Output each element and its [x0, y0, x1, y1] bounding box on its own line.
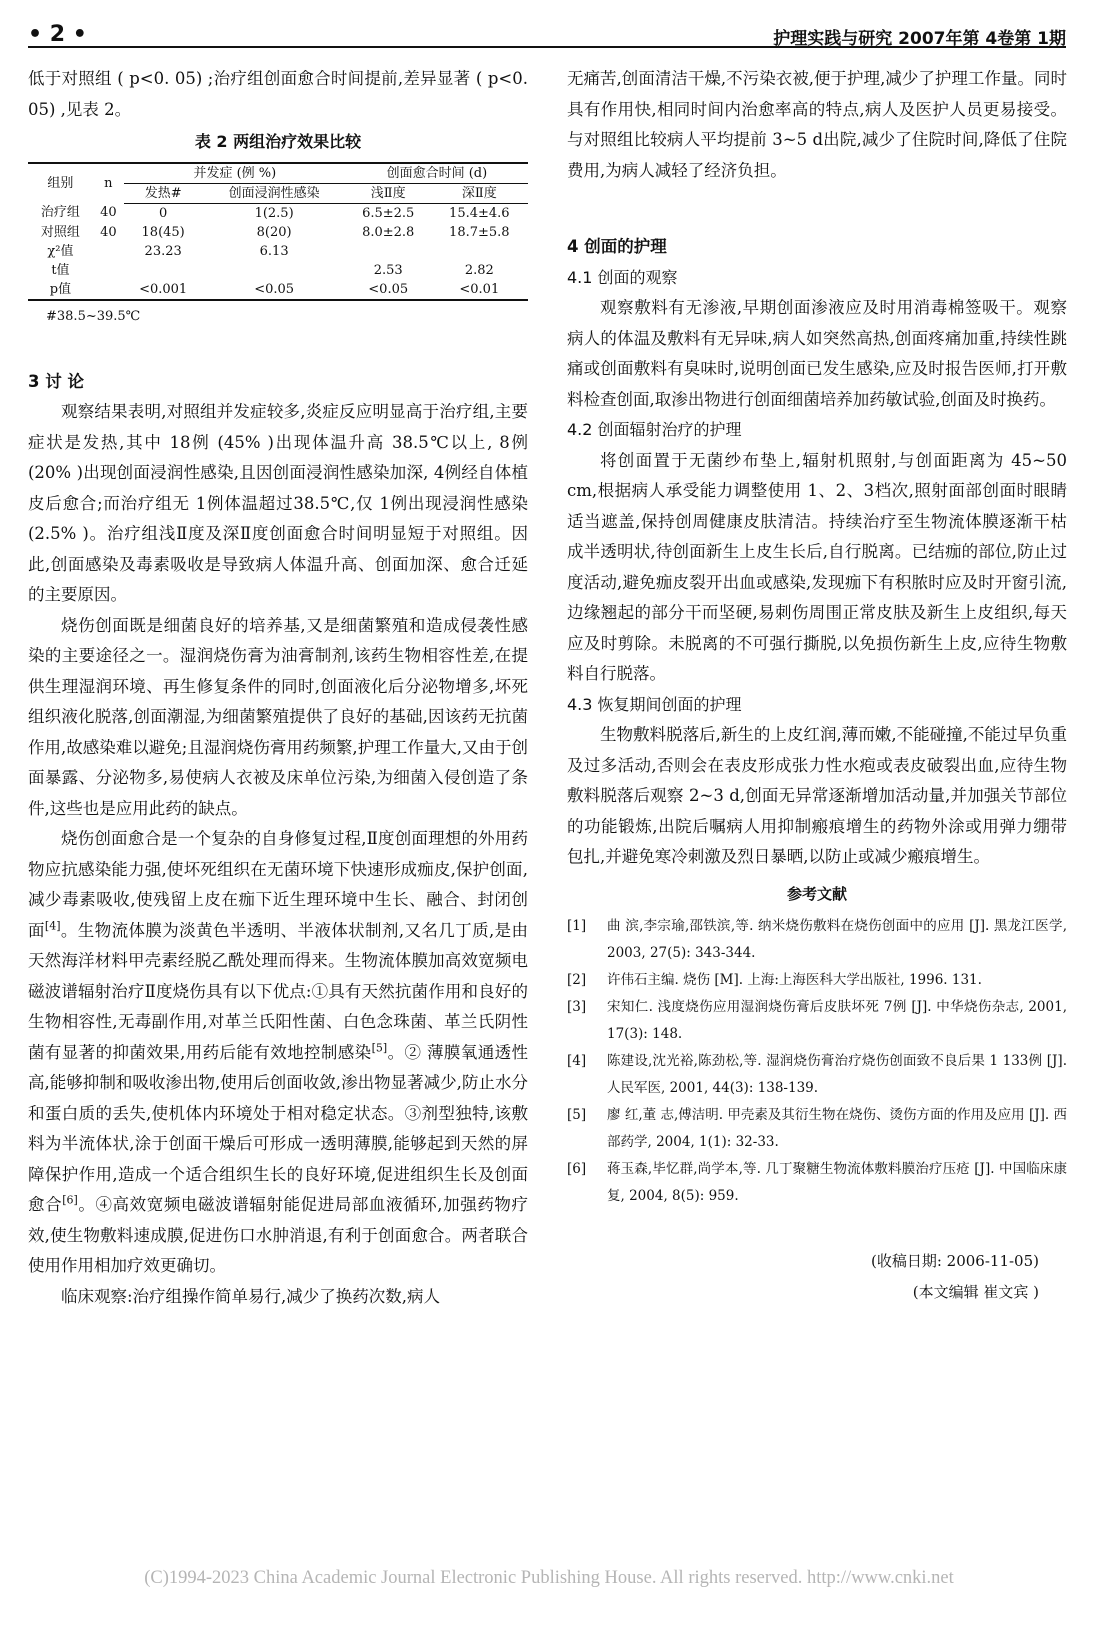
- editor-credit: (本文编辑 崔文宾 ): [912, 1282, 1039, 1301]
- copyright-footer: (C)1994-2023 China Academic Journal Electronic Publishing House. All rights reserved. http://www.cnki.net: [144, 1568, 954, 1588]
- table-cell: p值: [28, 280, 93, 300]
- citation: [4]: [44, 919, 61, 932]
- table-cell: [93, 242, 124, 261]
- paragraph: 低于对照组 ( p<0. 05) ;治疗组创面愈合时间提前,差异显著 ( p<0. 05) ,见表 2。: [28, 69, 528, 119]
- table-row: [28, 280, 528, 300]
- table-cell: 18(45): [141, 224, 185, 240]
- table-cell: χ²值: [47, 243, 74, 259]
- paragraph: 观察敷料有无渗液,早期创面渗液应及时用消毒棉签吸干。观察病人的体温及敷料有无异味,病人如突然高热,创面疼痛加重,持续性跳痛或创面敷料有臭味时,说明创面已发生感染,应及时报告医师,打开敷料检查创面,取渗出物进行创面细菌培养加药敏试验,创面及时换药。: [567, 298, 1067, 409]
- table-caption: 表 2 两组治疗效果比较: [194, 132, 362, 151]
- table-cell: [202, 261, 345, 280]
- reference-text: 陈建设,沈光裕,陈劲松,等. 湿润烧伤膏治疗烧伤创面致不良后果 1 133例 [J]. 人民军医, 2001, 44(3): 138-139.: [607, 1053, 1067, 1096]
- left-column: [28, 64, 528, 1312]
- paragraph: 生物敷料脱落后,新生的上皮红润,薄而嫩,不能碰撞,不能过早负重及过多活动,否则会在表皮形成张力性水疱或表皮破裂出血,应待生物敷料脱落后观察 2~3 d,创面无异常逐渐增加活动量,并加强关节部位的功能锻炼,出院后嘱病人用抑制瘢痕增生的药物外涂或用弹力绷带包扎,并避免寒冷刺激及烈日暴晒,以防止或减少瘢痕增生。: [567, 725, 1067, 866]
- table-cell: 15.4±4.6: [449, 205, 510, 221]
- reference-text: 蒋玉森,毕忆群,尚学本,等. 几丁聚糖生物流体敷料膜治疗压疮 [J]. 中国临床康复, 2004, 8(5): 959.: [607, 1161, 1067, 1204]
- reference-item: [567, 967, 1067, 994]
- reference-number: [3]: [567, 999, 587, 1015]
- reference-number: [2]: [567, 972, 587, 988]
- references-heading: 参考文献: [786, 884, 847, 903]
- page-number: • 2 •: [28, 22, 87, 47]
- reference-number: [6]: [567, 1161, 587, 1177]
- journal-title: 护理实践与研究 2007年第 4卷第 1期: [773, 29, 1066, 49]
- received-date: (收稿日期: 2006-11-05): [870, 1252, 1039, 1270]
- table-cell: 2.53: [373, 262, 403, 278]
- reference-item: [567, 1048, 1067, 1102]
- table-cell: <0.05: [346, 280, 431, 300]
- table-cell: [346, 242, 431, 261]
- table-cell: 治疗组: [40, 205, 80, 221]
- header-rule: [28, 46, 1066, 48]
- paragraph: 临床观察:治疗组操作简单易行,减少了换药次数,病人: [61, 1286, 441, 1306]
- table-header-superficial: 浅Ⅱ度: [346, 183, 431, 203]
- paragraph: 无痛苦,创面清洁干燥,不污染衣被,便于护理,减少了护理工作量。同时具有作用快,相同时间内治愈率高的特点,病人及医护人员更易接受。与对照组比较病人平均提前 3~5 d出院,减少了住院时间,降低了住院费用,为病人减轻了经济负担。: [567, 69, 1067, 180]
- reference-text: 宋知仁. 浅度烧伤应用湿润烧伤膏后皮肤坏死 7例 [J]. 中华烧伤杂志, 2001, 17(3): 148.: [607, 999, 1067, 1042]
- reference-text: 曲 滨,李宗瑜,邵铁滨,等. 纳米烧伤敷料在烧伤创面中的应用 [J]. 黑龙江医学, 2003, 27(5): 343-344.: [607, 918, 1067, 961]
- text-run: 烧伤创面愈合是一个复杂的自身修复过程,Ⅱ度创面理想的外用药物应抗感染能力强,使坏死组织在无菌环境下快速形成痂皮,保护创面,减少毒素吸收,使残留上皮在痂下近生理环境中生长、融合、封闭创面: [28, 829, 528, 940]
- subsection-heading: 4.3 恢复期间创面的护理: [567, 694, 742, 714]
- citation: [5]: [371, 1041, 388, 1054]
- results-table: [28, 162, 528, 301]
- table-cell: [93, 261, 124, 280]
- paragraph: 烧伤创面既是细菌良好的培养基,又是细菌繁殖和造成侵袭性感染的主要途径之一。湿润烧伤膏为油膏制剂,该药生物相容性差,在提供生理湿润环境、再生修复条件的同时,创面液化后分泌物增多,坏死组织液化脱落,创面潮湿,为细菌繁殖提供了良好的基础,因该药无抗菌作用,故感染难以避免;且湿润烧伤膏用药频繁,护理工作量大,又由于创面暴露、分泌物多,易使病人衣被及床单位污染,为细菌入侵创造了条件,这些也是应用此药的缺点。: [28, 615, 528, 818]
- reference-item: [567, 1102, 1067, 1156]
- table-header-deep: 深Ⅱ度: [431, 183, 528, 203]
- table-cell: 8(20): [256, 224, 292, 240]
- table-cell: 对照组: [40, 224, 80, 240]
- references-list: [567, 913, 1067, 1210]
- table-cell: <0.01: [431, 280, 528, 300]
- table-cell: 40: [100, 224, 117, 240]
- table-header-infection: 创面浸润性感染: [202, 183, 345, 203]
- table-cell: [93, 280, 124, 300]
- text-run: 。② 薄膜氧通透性高,能够抑制和吸收渗出物,使用后创面收敛,渗出物显著减少,防止水分和蛋白质的丢失,使机体内环境处于相对稳定状态。③剂型独特,该敷料为半流体状,涂于创面干燥后可形成一透明薄膜,能够起到天然的屏障保护作用,造成一个适合组织生长的良好环境,促进组织生长及创面愈合: [28, 1042, 529, 1214]
- reference-number: [5]: [567, 1107, 587, 1123]
- table-note: #38.5~39.5℃: [46, 308, 141, 324]
- reference-item: [567, 994, 1067, 1048]
- table-cell: <0.001: [124, 280, 203, 300]
- paragraph: 将创面置于无菌纱布垫上,辐射机照射,与创面距离为 45~50 cm,根据病人承受能力调整使用 1、2、3档次,照射面部创面时眼睛适当遮盖,保持创周健康皮肤清洁。持续治疗至生物流体膜逐渐干枯成半透明状,待创面新生上皮生长后,自行脱离。已结痂的部位,防止过度活动,避免痂皮裂开出血或感染,发现痂下有积脓时应及时开窗引流,边缘翘起的部分干而坚硬,易刺伤周围正常皮肤及新生上皮组织,每天应及时剪除。未脱离的不可强行撕脱,以免损伤新生上皮,应待生物敷料自行脱落。: [567, 450, 1067, 683]
- table-cell: 23.23: [144, 243, 182, 259]
- right-column: [567, 64, 1067, 1307]
- reference-item: [567, 1156, 1067, 1210]
- table-row: [28, 242, 528, 261]
- text-run: 。④高效宽频电磁波谱辐射能促进局部血液循环,加强药物疗效,使生物敷料速成膜,促进伤口水肿消退,有利于创面愈合。两者联合使用作用相加疗效更确切。: [28, 1195, 528, 1275]
- citation: [6]: [62, 1193, 78, 1207]
- table-row: [28, 261, 528, 280]
- table-cell: [124, 261, 203, 280]
- table-cell: <0.05: [202, 280, 345, 300]
- text-run: 。生物流体膜为淡黄色半透明、半液体状制剂,又名几丁质,是由天然海洋材料甲壳素经脱乙酰处理而得来。生物流体膜加高效宽频电磁波谱辐射治疗Ⅱ度烧伤具有以下优点:①具有天然抗菌作用和良好的生物相容性,无毒副作用,对革兰氏阳性菌、白色念珠菌、革兰氏阴性菌有显著的抑菌效果,用药后能有效地控制感染: [28, 920, 528, 1062]
- section-heading-discussion: 3 讨 论: [28, 371, 84, 391]
- table-cell: 8.0±2.8: [362, 224, 415, 240]
- table-row: [28, 203, 528, 223]
- table-cell: 18.7±5.8: [449, 224, 510, 240]
- page-header: [28, 22, 1066, 48]
- table-header-complications: 并发症 (例 %): [124, 163, 346, 184]
- table-header-n: n: [93, 163, 124, 204]
- reference-number: [1]: [567, 918, 587, 934]
- reference-text: 许伟石主编. 烧伤 [M]. 上海:上海医科大学出版社, 1996. 131.: [607, 972, 982, 988]
- table-cell: 0: [159, 205, 168, 221]
- subsection-heading: 4.1 创面的观察: [567, 267, 678, 287]
- table-cell: 2.82: [464, 262, 494, 278]
- table-cell: 6.5±2.5: [362, 205, 415, 221]
- table-cell: 6.13: [259, 243, 289, 259]
- reference-item: [567, 913, 1067, 967]
- table-header-healing-time: 创面愈合时间 (d): [346, 163, 528, 184]
- table-header-group: 组别: [28, 163, 93, 204]
- reference-number: [4]: [567, 1053, 587, 1069]
- table-row: [28, 223, 528, 242]
- table-cell: t值: [51, 262, 70, 278]
- subsection-heading: 4.2 创面辐射治疗的护理: [567, 420, 742, 439]
- table-cell: 1(2.5): [254, 205, 294, 221]
- paragraph: [28, 824, 528, 1282]
- table-cell: [431, 242, 528, 261]
- paragraph: 观察结果表明,对照组并发症较多,炎症反应明显高于治疗组,主要症状是发热,其中 18例 (45% )出现体温升高 38.5℃以上, 8例 (20% )出现创面浸润性感染,且因创面浸润性感染加深, 4例经自体植皮后愈合;而治疗组无 1例体温超过38.5℃,仅 1例出现浸润性感染 (2.5% )。治疗组浅Ⅱ度及深Ⅱ度创面愈合时间明显短于对照组。因此,创面感染及毒素吸收是导致病人体温升高、创面加深、愈合迁延的主要原因。: [28, 402, 528, 604]
- reference-text: 廖 红,董 志,傅洁明. 甲壳素及其衍生物在烧伤、烫伤方面的作用及应用 [J]. 西部药学, 2004, 1(1): 32-33.: [607, 1107, 1067, 1150]
- table-header-fever: 发热#: [124, 183, 203, 203]
- section-heading-wound-care: 4 创面的护理: [567, 237, 667, 256]
- table-cell: 40: [100, 205, 117, 221]
